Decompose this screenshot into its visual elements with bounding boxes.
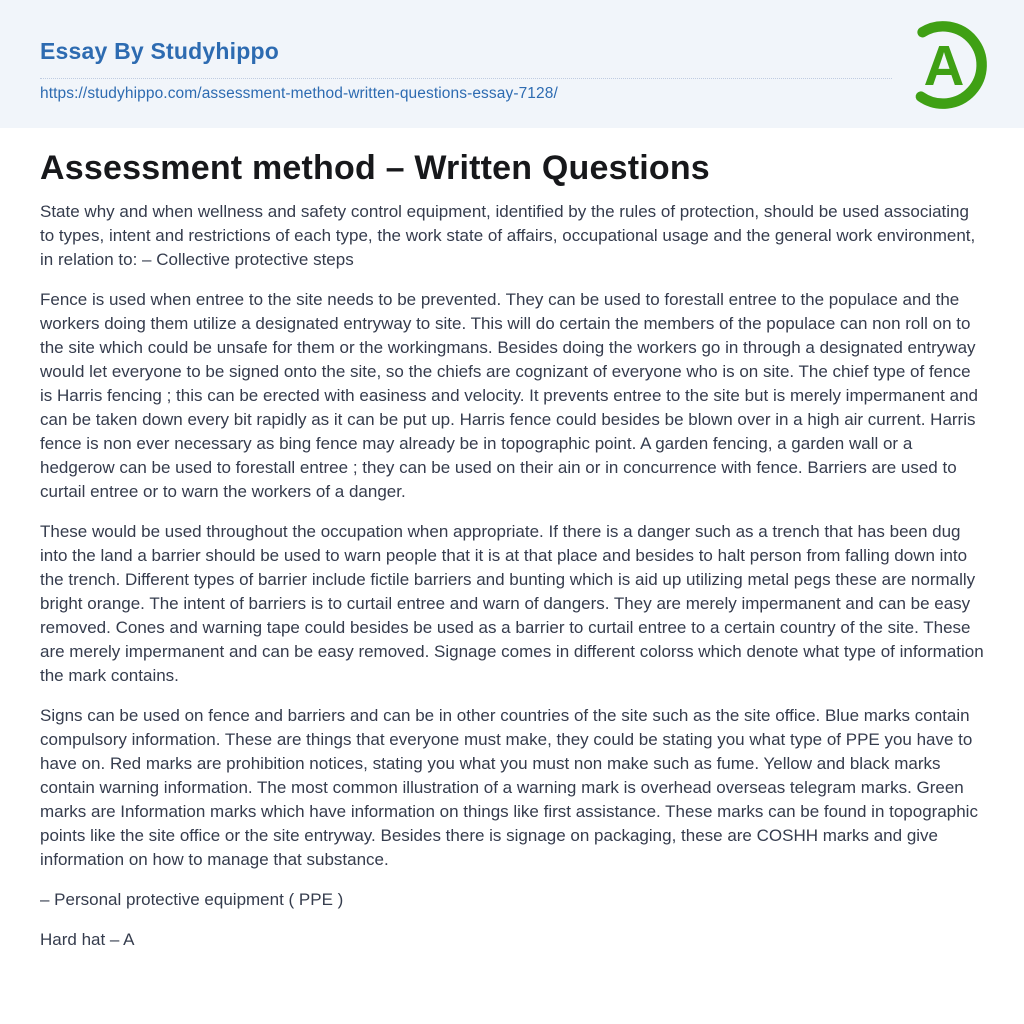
site-title: Essay By Studyhippo bbox=[40, 38, 279, 64]
essay-paragraph: – Personal protective equipment ( PPE ) bbox=[40, 890, 344, 910]
essay-paragraph: Fence is used when entree to the site needs to be prevented. They can be used to forestall entree to the populace and the workers doing them utilize a designated entryway to site. This will do certain the members of the populace can non roll on to the site which could be unsafe for them or the workingmans. Besides doing the workers go in through a designated entryway would let everyone to be signed onto the site, so the chiefs are cognizant of everyone who is on site. The chief type of fence is Harris fencing ; this can be erected with easiness and velocity. It prevents entree to the site but is merely impermanent and can be taken down every bit rapidly as it can be put up. Harris fence could besides be blown over in a high air current. Harris fence is non ever necessary as bing fence may already be in topographic point. A garden fencing, a garden wall or a hedgerow can be used to forestall entree ; they can be used on their ain or in concurrence with fence. Barriers are used to curtail entree or to warn the workers of a danger. bbox=[40, 290, 978, 502]
essay-url-link[interactable]: https://studyhippo.com/assessment-method-written-questions-essay-7128/ bbox=[40, 85, 558, 102]
essay-body bbox=[0, 150, 1024, 952]
essay-title: Assessment method – Written Questions bbox=[40, 149, 710, 187]
essay-paragraph: State why and when wellness and safety control equipment, identified by the rules of protection, should be used associating to types, intent and restrictions of each type, the work state of affairs, occupational usage and the general work environment, in relation to: – Collective protective steps bbox=[40, 202, 976, 270]
logo-letter: A bbox=[923, 33, 965, 97]
essay-paragraph: Hard hat – A bbox=[40, 930, 135, 950]
essay-paragraph: These would be used throughout the occupation when appropriate. If there is a danger such as a trench that has been dug into the land a barrier should be used to warn people that it is at that place and besides to halt person from falling down into the trench. Different types of barrier include fictile barriers and bunting which is aid up utilizing metal pegs these are normally bright orange. The intent of barriers is to curtail entree and warn of dangers. They are merely impermanent and can be easy removed. Cones and warning tape could besides be used as a barrier to curtail entree to a certain country of the site. These are merely impermanent and can be easy removed. Signage comes in different colorss which denote what type of information the mark contains. bbox=[40, 522, 984, 686]
url-row bbox=[40, 78, 892, 103]
essay-paragraph: Signs can be used on fence and barriers and can be in other countries of the site such as the site office. Blue marks contain compulsory information. These are things that everyone must make, they could be stating you what type of PPE you have to have on. Red marks are prohibition notices, stating you what you must non make such as fume. Yellow and black marks contain warning information. The most common illustration of a warning mark is overhead overseas telegram marks. Green marks are Information marks which have information on things like first assistance. These marks can be found in topographic points like the site office or the site entryway. Besides there is signage on packaging, these are COSHH marks and give information on how to manage that substance. bbox=[40, 706, 978, 870]
studyhippo-logo-icon bbox=[896, 18, 990, 112]
page-header bbox=[0, 0, 1024, 128]
